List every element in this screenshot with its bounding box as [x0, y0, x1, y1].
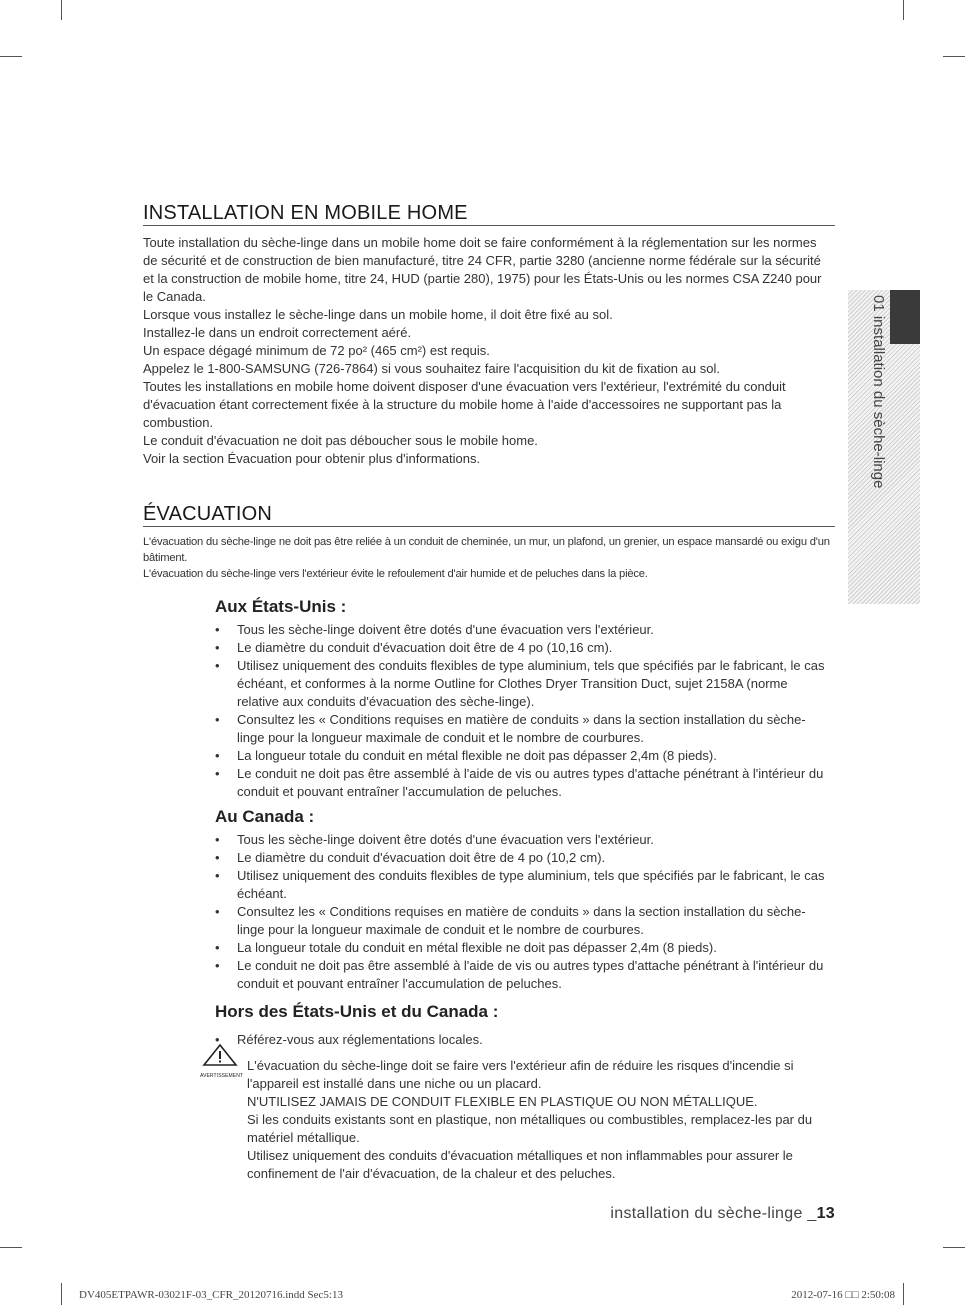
other-requirements-list — [212, 1031, 827, 1049]
list-item: • Le diamètre du conduit d'évacuation doit être de 4 po (10,2 cm). — [212, 849, 827, 867]
list-item: • Consultez les « Conditions requises en matière de conduits » dans la section installation du sèche-linge pour la longueur maximale de conduit et le nombre de courbures. — [212, 711, 827, 747]
side-tab-label: 01 installation du sèche-linge — [870, 295, 887, 489]
list-item: • Référez-vous aux réglementations locales. — [212, 1031, 827, 1049]
warning-text — [247, 1057, 837, 1183]
page-number: 13 — [816, 1205, 835, 1222]
list-item: • Le diamètre du conduit d'évacuation doit être de 4 po (10,16 cm). — [212, 639, 827, 657]
list-item: • Le conduit ne doit pas être assemblé à l'aide de vis ou autres types d'attache pénétrant à l'intérieur du conduit et pouvant entraîner l'accumulation de peluches. — [212, 957, 827, 993]
list-item: • La longueur totale du conduit en métal flexible ne doit pas dépasser 2,4m (8 pieds). — [212, 747, 827, 765]
crop-mark — [903, 1283, 904, 1305]
side-tab-marker — [890, 290, 920, 344]
warning-line: Utilisez uniquement des conduits d'évacuation métalliques et non inflammables pour assurer le confinement de l'air d'évacuation, de la chaleur et des peluches. — [247, 1148, 793, 1181]
crop-mark — [0, 1247, 22, 1248]
list-item: • Utilisez uniquement des conduits flexibles de type aluminium, tels que spécifiés par le fabricant, le cas échéant, et conformes à la norme Outline for Clothes Dryer Transition Duct, sujet 2158A (norme relative aux conduits d'évacuation des sèche-linge). — [212, 657, 827, 711]
list-item: • Le conduit ne doit pas être assemblé à l'aide de vis ou autres types d'attache pénétrant à l'intérieur du conduit et pouvant entraîner l'accumulation de peluches. — [212, 765, 827, 801]
crop-mark — [943, 1247, 965, 1248]
list-item: • Tous les sèche-linge doivent être dotés d'une évacuation vers l'extérieur. — [212, 621, 827, 639]
paragraph: Voir la section Évacuation pour obtenir plus d'informations. — [143, 451, 481, 466]
footer-label: installation du sèche-linge _ — [610, 1205, 817, 1222]
subheading-other-countries: Hors des États-Unis et du Canada : — [215, 1002, 499, 1021]
page-footer — [610, 1205, 835, 1223]
list-item: • Consultez les « Conditions requises en matière de conduits » dans la section installation du sèche-linge pour la longueur maximale de conduit et le nombre de courbures. — [212, 903, 827, 939]
paragraph: Appelez le 1-800-SAMSUNG (726-7864) si vous souhaitez faire l'acquisition du kit de fixation au sol. — [143, 361, 720, 376]
paragraph: Toutes les installations en mobile home doivent disposer d'une évacuation vers l'extérieur, l'extrémité du conduit d'évacuation étant correctement fixée à la structure du mobile home à l'aide d'accessoires ne supportant pas la combustion. — [143, 379, 786, 430]
warning-line: Si les conduits existants sont en plastique, non métalliques ou combustibles, remplacez-les par du matériel métallique. — [247, 1112, 813, 1145]
section-title-evacuation: ÉVACUATION — [143, 503, 835, 527]
crop-mark — [0, 56, 22, 57]
subheading-canada: Au Canada : — [215, 807, 315, 826]
paragraph: Le conduit d'évacuation ne doit pas déboucher sous le mobile home. — [143, 433, 538, 448]
list-item: • La longueur totale du conduit en métal flexible ne doit pas dépasser 2,4m (8 pieds). — [212, 939, 827, 957]
mobile-home-body — [143, 234, 833, 468]
list-item: • Tous les sèche-linge doivent être dotés d'une évacuation vers l'extérieur. — [212, 831, 827, 849]
subheading-usa: Aux États-Unis : — [215, 597, 347, 616]
paragraph: Toute installation du sèche-linge dans un mobile home doit se faire conformément à la réglementation sur les normes de sécurité et de construction de bien manufacturé, titre 24 CFR, partie 3280 (ancienne norme fédérale sur la sécurité et la construction de mobile home, titre 24, HUD (partie 280), 1975) pour les États-Unis ou les normes CSA Z240 pour le Canada. — [143, 235, 822, 304]
crop-mark — [903, 0, 904, 20]
paragraph: L'évacuation du sèche-linge vers l'extérieur évite le refoulement d'air humide et de peluches dans la pièce. — [143, 568, 648, 580]
crop-mark — [61, 1283, 62, 1305]
list-item: • Utilisez uniquement des conduits flexibles de type aluminium, tels que spécifiés par le fabricant, le cas échéant. — [212, 867, 827, 903]
paragraph: Un espace dégagé minimum de 72 po² (465 cm²) est requis. — [143, 343, 490, 358]
usa-requirements-list — [212, 621, 827, 801]
paragraph: L'évacuation du sèche-linge ne doit pas être reliée à un conduit de cheminée, un mur, un plafond, un grenier, un espace mansardé ou exigu d'un bâtiment. — [143, 536, 830, 564]
warning-block-icon — [200, 1043, 244, 1079]
evacuation-intro — [143, 534, 833, 582]
warning-triangle-icon — [200, 1043, 240, 1073]
canada-requirements-list — [212, 831, 827, 993]
section-title-mobile-home: INSTALLATION EN MOBILE HOME — [143, 202, 835, 226]
paragraph: Installez-le dans un endroit correctement aéré. — [143, 325, 412, 340]
paragraph: Lorsque vous installez le sèche-linge dans un mobile home, il doit être fixé au sol. — [143, 307, 613, 322]
warning-line: N'UTILISEZ JAMAIS DE CONDUIT FLEXIBLE EN PLASTIQUE OU NON MÉTALLIQUE. — [247, 1094, 758, 1109]
warning-line: L'évacuation du sèche-linge doit se faire vers l'extérieur afin de réduire les risques d'incendie si l'appareil est installé dans une niche ou un placard. — [247, 1058, 794, 1091]
print-info-date: 2012-07-16 □□ 2:50:08 — [791, 1289, 895, 1301]
warning-label: AVERTISSEMENT — [200, 1073, 244, 1079]
crop-mark — [943, 56, 965, 57]
crop-mark — [61, 0, 62, 20]
print-info-file: DV405ETPAWR-03021F-03_CFR_20120716.indd Sec5:13 — [79, 1289, 343, 1301]
